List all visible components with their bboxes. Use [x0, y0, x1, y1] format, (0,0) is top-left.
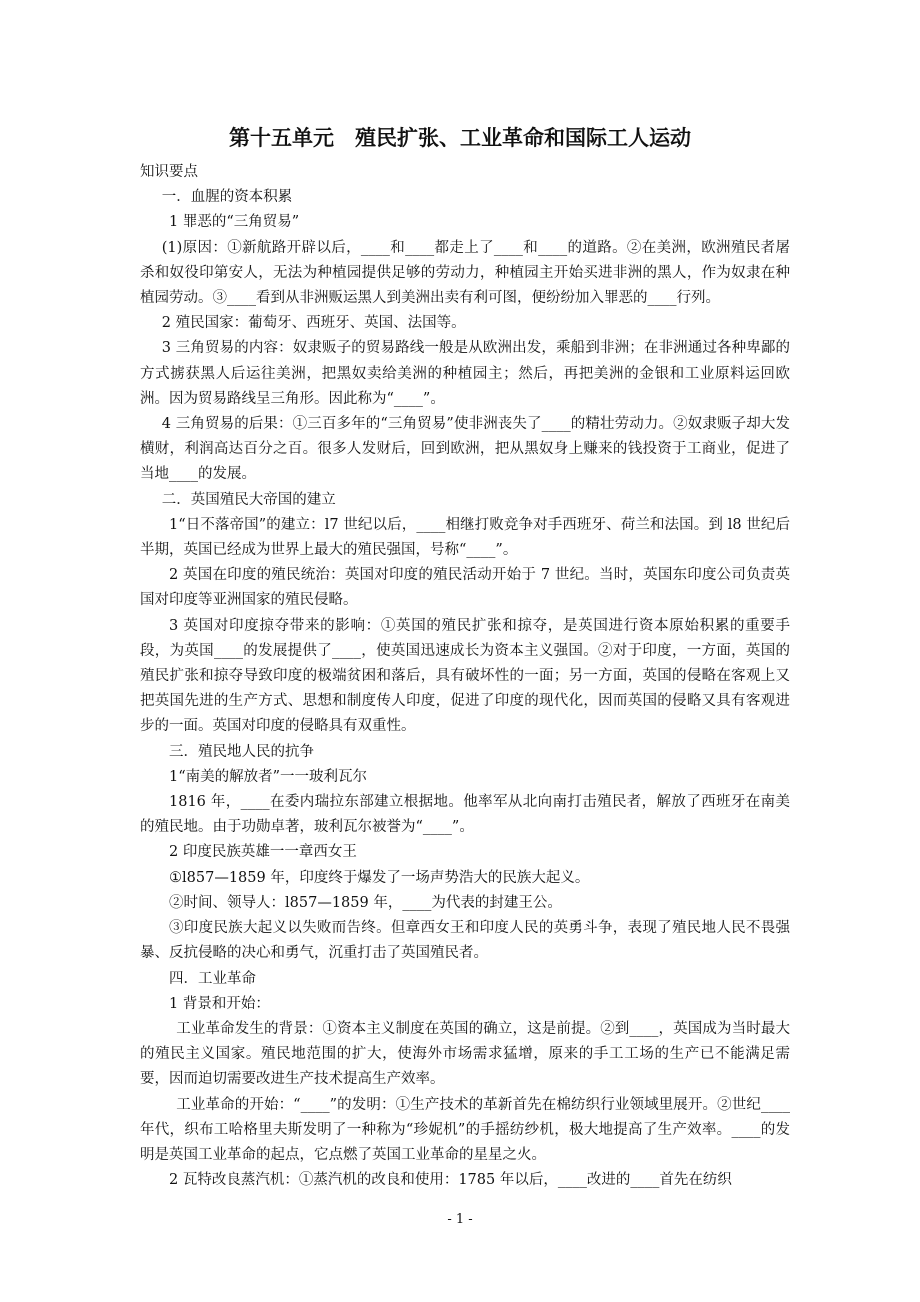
- paragraph-1-1-cause: (1)原因：①新航路开辟以后，____和____都走上了____和____的道路。②在美洲，欧洲殖民者屠杀和奴役印第安人，无法为种植园提供足够的劳动力，种植园主开始买进非洲的黑人，作为奴隶在种植园劳动。③____看到从非洲贩运黑人到美洲出卖有利可图，便纷纷加入罪恶的____行列。: [140, 239, 790, 307]
- page-number: - 1 -: [447, 1212, 473, 1227]
- paragraph-2-2: 2 英国在印度的殖民统治：英国对印度的殖民活动开始于 7 世纪。当时，英国东印度公司负责英国对印度等亚洲国家的殖民侵略。: [140, 567, 790, 609]
- paragraph-3-2-c: ③印度民族大起义以失败而告终。但章西女王和印度人民的英勇斗争，表现了殖民地人民不畏强暴、反抗侵略的决心和勇气，沉重打击了英国殖民者。: [140, 920, 790, 962]
- paragraph-4-1-start: 工业革命的开始：“____”的发明：①生产技术的革新首先在棉纺织行业领域里展开。②世纪____年代，织布工哈格里夫斯发明了一种称为“珍妮机”的手摇纺纱机，极大地提高了生产效率。____的发明是英国工业革命的起点，它点燃了英国工业革命的星星之火。: [140, 1096, 790, 1163]
- paragraph-2-3: 3 英国对印度掠夺带来的影响：①英国的殖民扩张和掠夺，是英国进行资本原始积累的重要手段，为英国____的发展提供了____，使英国迅速成长为资本主义强国。②对于印度，一方面，英国的殖民扩张和掠夺导致印度的极端贫困和落后，具有破坏性的一面；另一方面，英国的侵略在客观上又把英国先进的生产方式、思想和制度传人印度，促进了印度的现代化，因而英国的侵略又具有客观进步的一面。英国对印度的侵略具有双重性。: [140, 617, 790, 735]
- document-title: 第十五单元 殖民扩张、工业革命和国际工人运动: [229, 125, 691, 150]
- paragraph-2-1: 1“日不落帝国”的建立：l7 世纪以后，____相继打败竞争对手西班牙、荷兰和法国。到 l8 世纪后半期，英国已经成为世界上最大的殖民强国，号称“____”。: [140, 516, 790, 559]
- paragraph-3-2-a: ①l857—1859 年，印度终于爆发了一场声势浩大的民族大起义。: [169, 869, 590, 886]
- section-label-knowledge-points: 知识要点: [140, 164, 198, 180]
- subheading-3-2: 2 印度民族英雄一一章西女王: [169, 844, 357, 861]
- paragraph-1-3: 3 三角贸易的内容：奴隶贩子的贸易路线一般是从欧洲出发，乘船到非洲；在非洲通过各种卑鄙的方式掳获黑人后运往美洲，把黑奴卖给美洲的种植园主；然后，再把美洲的金银和工业原料运回欧洲。因为贸易路线呈三角形。因此称为“____”。: [140, 340, 790, 407]
- paragraph-1-2: 2 殖民国家：葡萄牙、西班牙、英国、法国等。: [161, 315, 466, 332]
- document-body: [140, 160, 790, 1193]
- paragraph-4-2: 2 瓦特改良蒸汽机：①蒸汽机的改良和使用：1785 年以后，____改进的____首先在纺织: [169, 1172, 732, 1189]
- subheading-1-1: 1 罪恶的“三角贸易”: [169, 214, 300, 231]
- section-heading-4: 四．工业革命: [169, 970, 256, 987]
- paragraph-4-1-background: 工业革命发生的背景：①资本主义制度在英国的确立，这是前提。②到____，英国成为当时最大的殖民主义国家。殖民地范围的扩大，使海外市场需求猛增，原来的手工工场的生产已不能满足需要，因而迫切需要改进生产技术提高生产效率。: [140, 1020, 790, 1088]
- paragraph-3-1: 1816 年，____在委内瑞拉东部建立根据地。他率军从北向南打击殖民者，解放了西班牙在南美的殖民地。由于功勋卓著，玻利瓦尔被誉为“____”。: [140, 794, 790, 836]
- subheading-3-1: 1“南美的解放者”一一玻利瓦尔: [169, 768, 368, 785]
- section-heading-2: 二．英国殖民大帝国的建立: [161, 491, 336, 508]
- section-heading-3: 三．殖民地人民的抗争: [169, 743, 314, 760]
- paragraph-1-4: 4 三角贸易的后果：①三百多年的“三角贸易”使非洲丧失了____的精壮劳动力。②奴隶贩子却大发横财，利润高达百分之百。很多人发财后，回到欧洲，把从黑奴身上赚来的钱投资于工商业，促进了当地____的发展。: [140, 416, 790, 483]
- subheading-4-1: 1 背景和开始：: [169, 995, 270, 1012]
- paragraph-3-2-b: ②时间、领导人：l857—1859 年，____为代表的封建王公。: [169, 894, 562, 911]
- section-heading-1: 一．血腥的资本积累: [161, 189, 293, 206]
